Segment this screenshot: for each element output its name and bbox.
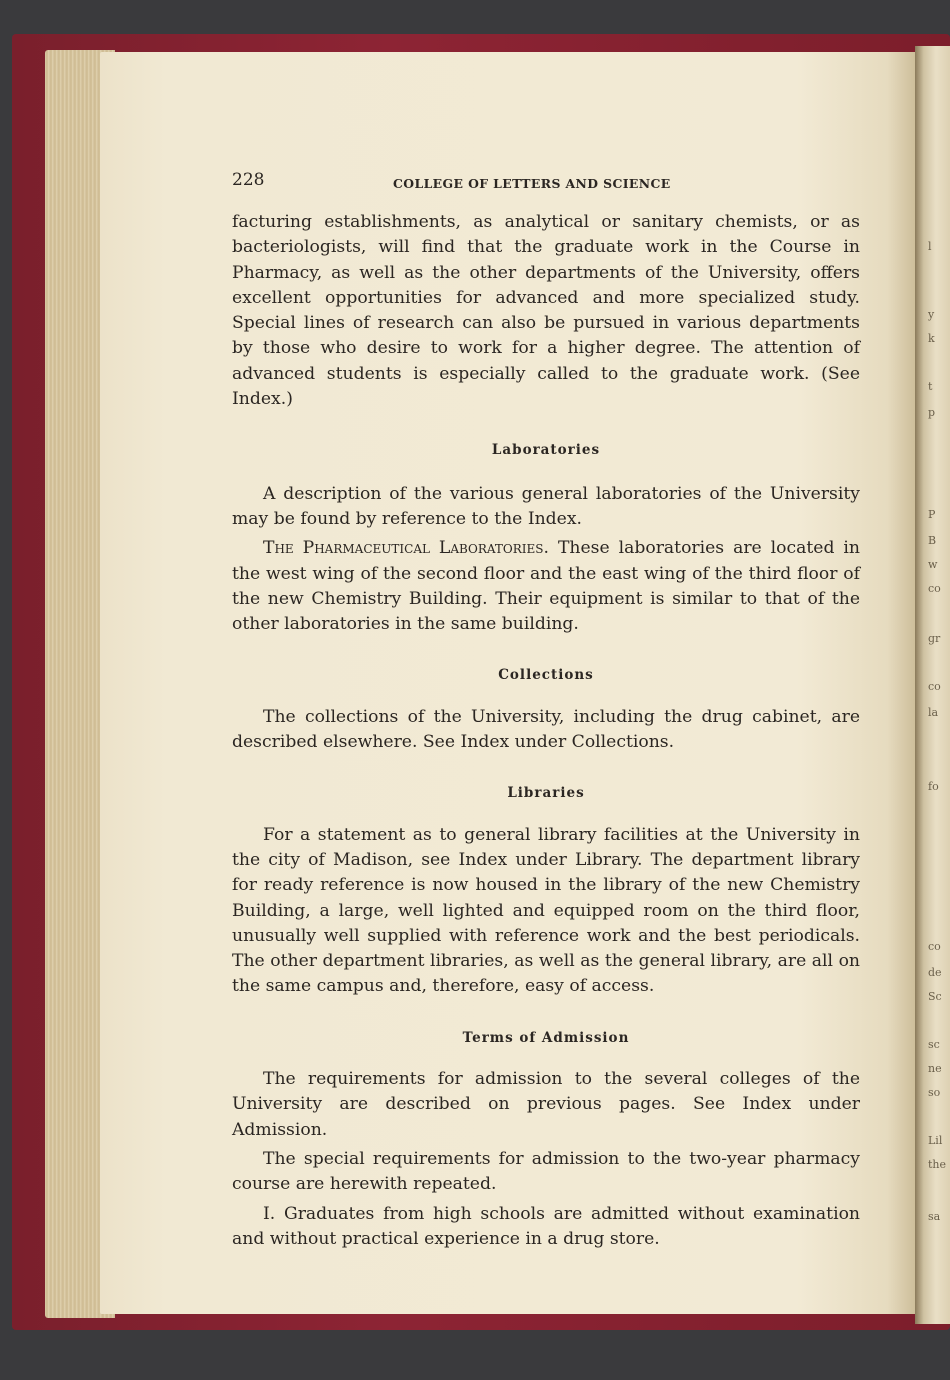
running-head-title: COLLEGE OF LETTERS AND SCIENCE bbox=[393, 176, 671, 191]
section-heading-libraries: Libraries bbox=[507, 785, 585, 802]
gutter-fragment: l bbox=[928, 240, 932, 253]
page-content bbox=[232, 164, 860, 1252]
gutter-fragment: co bbox=[928, 582, 941, 595]
section-heading-laboratories: Laboratories bbox=[491, 442, 601, 459]
libraries-paragraph: For a statement as to general library facilities at the University in the city of Madison, see Index under Library. The department library for ready reference is now housed in the library of the new Chemistry Building, a large, well lighted and equipped room on the third floor, unusually well supplied with reference work and the best periodicals. The other department libraries, as well as the general library, are all on the same campus and, therefore, easy of access. bbox=[232, 824, 860, 997]
page-number: 228 bbox=[232, 170, 265, 190]
gutter-fragment: the bbox=[928, 1158, 947, 1171]
gutter-fragment: k bbox=[928, 332, 935, 345]
gutter-fragment: de bbox=[928, 966, 942, 979]
gutter-fragment: w bbox=[928, 558, 938, 571]
running-head bbox=[232, 164, 860, 194]
admission-paragraph-2: The special requirements for admission to the two-year pharmacy course are herewith repeated. bbox=[232, 1148, 860, 1195]
pharmaceutical-laboratories-lead: The Pharmaceutical Laboratories. bbox=[263, 538, 549, 559]
gutter-fragment: sc bbox=[928, 1038, 940, 1051]
gutter-fragment: ne bbox=[928, 1062, 942, 1075]
gutter-fragment: P bbox=[928, 508, 936, 521]
section-heading-admission: Terms of Admission bbox=[462, 1029, 630, 1046]
laboratories-paragraph-2 bbox=[232, 536, 860, 637]
pharmaceutical-laboratories-text: These laboratories are located in the west wing of the second floor and the east wing of the third floor of the new Chemistry Building. Their equipment is similar to that of the other laboratories in the same building. bbox=[232, 538, 861, 635]
gutter-fragment: la bbox=[928, 706, 939, 719]
gutter-fragment: p bbox=[928, 406, 936, 419]
gutter-fragment: Lil bbox=[928, 1134, 943, 1147]
gutter-fragment: co bbox=[928, 680, 941, 693]
gutter-fragment: t bbox=[928, 380, 933, 393]
section-heading-collections: Collections bbox=[498, 667, 594, 684]
admission-paragraph-3: I. Graduates from high schools are admitted without examination and without practical experience in a drug store. bbox=[232, 1203, 860, 1249]
gutter-fragment: gr bbox=[928, 632, 941, 645]
gutter-fragment: so bbox=[928, 1086, 941, 1099]
gutter-fragment: y bbox=[928, 308, 935, 321]
facing-page-text bbox=[926, 60, 950, 1260]
laboratories-paragraph-1: A description of the various general laboratories of the University may be found by reference to the Index. bbox=[232, 483, 860, 529]
gutter-fragment: sa bbox=[928, 1210, 941, 1223]
intro-paragraph: facturing establishments, as analytical or sanitary chemists, or as bacteriologists, will find that the graduate work in the Course in Pharmacy, as well as the other departments of the University, offers excellent opportunities for advanced and more specialized study. Special lines of research can also be pursued in various departments by those who desire to work for a higher degree. The attention of advanced students is especially called to the graduate work. (See Index.) bbox=[232, 212, 860, 410]
gutter-fragment: fo bbox=[928, 780, 939, 793]
gutter-fragment: Sc bbox=[928, 990, 942, 1003]
admission-paragraph-1: The requirements for admission to the several colleges of the University are described on previous pages. See Index under Admission. bbox=[232, 1069, 860, 1140]
gutter-fragment: B bbox=[928, 534, 937, 547]
gutter-fragment: co bbox=[928, 940, 941, 953]
collections-paragraph: The collections of the University, including the drug cabinet, are described elsewhere. See Index under Collections. bbox=[232, 706, 860, 753]
